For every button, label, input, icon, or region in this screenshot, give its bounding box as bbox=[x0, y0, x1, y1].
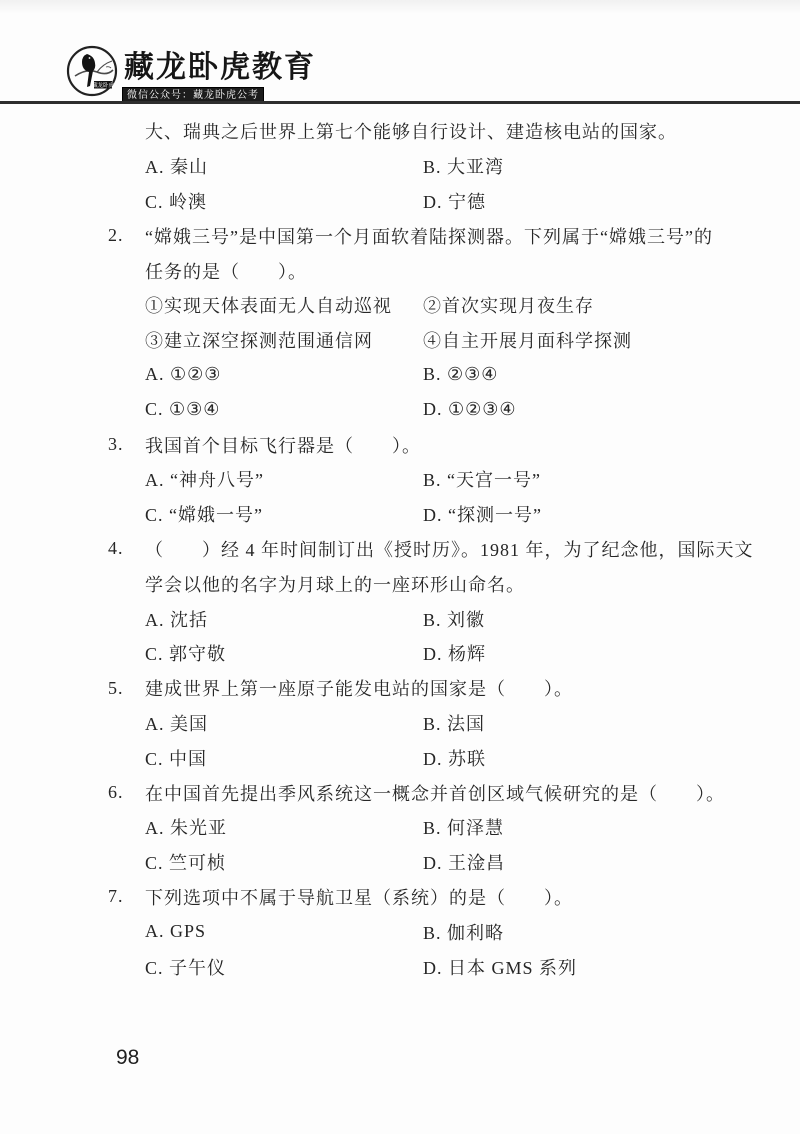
option-d: D. 日本 GMS 系列 bbox=[423, 957, 578, 978]
option-b: B. 法国 bbox=[423, 713, 486, 734]
question-2-line2 bbox=[0, 253, 800, 288]
question-6 bbox=[0, 775, 800, 810]
option-a: A. “神舟八号” bbox=[145, 470, 264, 491]
question-1-options-ab bbox=[0, 149, 800, 184]
question-text: 任务的是（ ）。 bbox=[145, 261, 307, 282]
option-d: D. 王淦昌 bbox=[423, 853, 505, 874]
question-4-options-ab bbox=[0, 601, 800, 636]
option-c: C. 竺可桢 bbox=[145, 853, 227, 874]
option-d: D. 杨辉 bbox=[423, 644, 486, 665]
sub-item-4: ④自主开展月面科学探测 bbox=[423, 331, 632, 352]
question-text: （ ）经 4 年时间制订出《授时历》。1981 年，为了纪念他，国际天文 bbox=[145, 539, 754, 560]
header-divider bbox=[0, 101, 800, 104]
question-number: 7. bbox=[108, 886, 124, 907]
question-3 bbox=[0, 427, 800, 462]
option-a: A. 美国 bbox=[145, 713, 208, 734]
question-1-continuation bbox=[0, 114, 800, 149]
bird-seal-logo-icon bbox=[66, 45, 118, 97]
sub-item-3: ③建立深空探测范围通信网 bbox=[145, 331, 373, 352]
option-d: D. 苏联 bbox=[423, 748, 486, 769]
option-a: A. 秦山 bbox=[145, 157, 208, 178]
sub-item-2: ②首次实现月夜生存 bbox=[423, 296, 594, 317]
question-text: 我国首个目标飞行器是（ ）。 bbox=[145, 435, 421, 456]
option-d: D. 宁德 bbox=[423, 191, 486, 212]
question-7-options-cd bbox=[0, 949, 800, 984]
option-c: C. 中国 bbox=[145, 748, 208, 769]
option-a: A. 沈括 bbox=[145, 609, 208, 630]
question-3-options-ab bbox=[0, 462, 800, 497]
question-number: 6. bbox=[108, 782, 124, 803]
question-2-options-cd bbox=[0, 392, 800, 427]
question-1-options-cd bbox=[0, 184, 800, 219]
question-6-options-ab bbox=[0, 810, 800, 845]
question-5-options-ab bbox=[0, 706, 800, 741]
question-text: 下列选项中不属于导航卫星（系统）的是（ ）。 bbox=[145, 887, 573, 908]
question-6-options-cd bbox=[0, 845, 800, 880]
option-a: A. 朱光亚 bbox=[145, 818, 227, 839]
question-5 bbox=[0, 671, 800, 706]
question-text: 在中国首先提出季风系统这一概念并首创区域气候研究的是（ ）。 bbox=[145, 783, 725, 804]
question-number: 2. bbox=[108, 225, 124, 246]
option-b: B. 何泽慧 bbox=[423, 818, 505, 839]
question-number: 4. bbox=[108, 538, 124, 559]
question-2-subitems-12 bbox=[0, 288, 800, 323]
question-text: 建成世界上第一座原子能发电站的国家是（ ）。 bbox=[145, 679, 573, 700]
option-a: A. ①②③ bbox=[145, 364, 222, 385]
option-b: B. “天宫一号” bbox=[423, 470, 541, 491]
question-text: 学会以他的名字为月球上的一座环形山命名。 bbox=[145, 574, 525, 595]
question-text: 大、瑞典之后世界上第七个能够自行设计、建造核电站的国家。 bbox=[145, 122, 677, 143]
question-7 bbox=[0, 880, 800, 915]
question-5-options-cd bbox=[0, 740, 800, 775]
option-c: C. 郭守敬 bbox=[145, 644, 227, 665]
option-d: D. “探测一号” bbox=[423, 505, 542, 526]
option-b: B. ②③④ bbox=[423, 364, 499, 385]
question-2 bbox=[0, 218, 800, 253]
option-c: C. ①③④ bbox=[145, 399, 221, 420]
question-2-subitems-34 bbox=[0, 323, 800, 358]
option-a: A. GPS bbox=[145, 921, 207, 942]
option-c: C. 岭澳 bbox=[145, 191, 208, 212]
brand-title: 藏龙卧虎教育 bbox=[124, 51, 316, 84]
option-b: B. 伽利略 bbox=[423, 922, 505, 943]
question-4-line2 bbox=[0, 566, 800, 601]
question-7-options-ab bbox=[0, 914, 800, 949]
question-text: “嫦娥三号”是中国第一个月面软着陆探测器。下列属于“嫦娥三号”的 bbox=[145, 226, 713, 247]
question-4-options-cd bbox=[0, 636, 800, 671]
question-4 bbox=[0, 532, 800, 567]
option-b: B. 刘徽 bbox=[423, 609, 486, 630]
brand-header bbox=[0, 0, 800, 104]
page-number: 98 bbox=[116, 1046, 140, 1069]
question-number: 5. bbox=[108, 677, 124, 698]
option-c: C. 子午仪 bbox=[145, 957, 227, 978]
question-number: 3. bbox=[108, 434, 124, 455]
option-c: C. “嫦娥一号” bbox=[145, 505, 263, 526]
logo-seal-text: 藏龙卧虎 bbox=[92, 83, 114, 89]
sub-item-1: ①实现天体表面无人自动巡视 bbox=[145, 296, 392, 317]
option-b: B. 大亚湾 bbox=[423, 157, 505, 178]
question-2-options-ab bbox=[0, 358, 800, 393]
brand-subtitle-wechat: 微信公众号：藏龙卧虎公考 bbox=[122, 87, 264, 104]
option-d: D. ①②③④ bbox=[423, 399, 517, 420]
question-3-options-cd bbox=[0, 497, 800, 532]
questions-area bbox=[0, 114, 800, 984]
